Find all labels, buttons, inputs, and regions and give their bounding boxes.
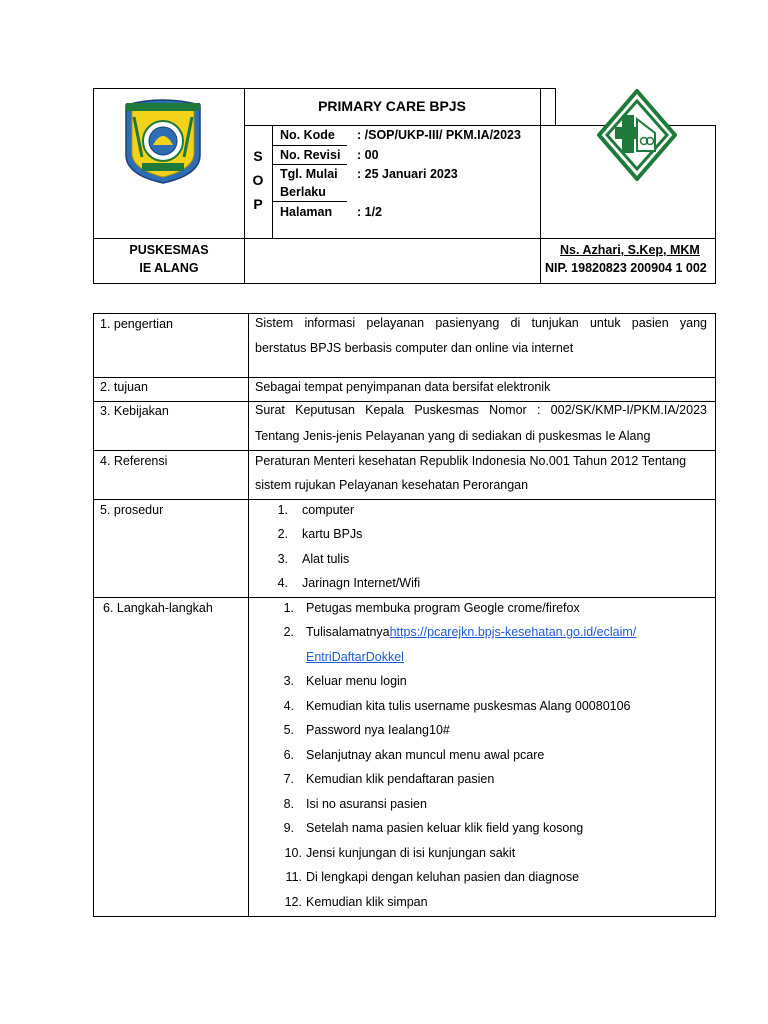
field-value-halaman: : 1/2 [357, 205, 383, 219]
sop-letter-o: O [252, 172, 264, 188]
label-referensi: 4. Referensi [100, 454, 168, 468]
org-name-line1: PUSKESMAS [129, 243, 209, 257]
list-item: computer [302, 503, 355, 517]
list-item: Password nya Iealang10# [306, 723, 450, 737]
pengertian-line2: berstatus BPJS berbasis computer dan online via internet [255, 341, 574, 355]
kebijakan-line1: Surat Keputusan Kepala Puskesmas Nomor : 002/SK/KMP-I/PKM.IA/2023 [255, 403, 707, 417]
list-item-number: 2. [277, 527, 288, 541]
label-langkah: 6. Langkah-langkah [103, 601, 213, 615]
list-item: Selanjutnay akan muncul menu awal pcare [306, 748, 545, 762]
list-item-number: 8. [283, 797, 294, 811]
signer-name: Ns. Azhari, S.Kep, MKM [560, 243, 700, 257]
list-item-number: 11. [285, 870, 302, 884]
list-item-text: Tulisalamatnya [306, 625, 390, 639]
list-item: Alat tulis [302, 552, 350, 566]
label-tujuan: 2. tujuan [100, 380, 148, 394]
list-item-number: 1. [277, 503, 288, 517]
field-label-tgl: Tgl. Mulai [280, 167, 338, 181]
list-item-number: 10. [284, 846, 302, 860]
kebijakan-line2: Tentang Jenis-jenis Pelayanan yang di sediakan di puskesmas Ie Alang [255, 429, 651, 443]
referensi-line2: sistem rujukan Pelayanan kesehatan Perorangan [255, 478, 529, 492]
list-item: Jensi kunjungan di isi kunjungan sakit [306, 846, 516, 860]
field-label-revisi: No. Revisi [280, 148, 341, 162]
label-kebijakan: 3. Kebijakan [100, 404, 169, 418]
list-item-number: 6. [283, 748, 294, 762]
list-item: Kemudian kita tulis username puskesmas Alang 00080106 [306, 699, 631, 713]
list-item: Jarinagn Internet/Wifi [302, 576, 421, 590]
document-title: PRIMARY CARE BPJS [318, 98, 466, 114]
sop-letter-p: P [253, 196, 263, 212]
list-item-number: 3. [277, 552, 288, 566]
list-item-number: 7. [283, 772, 294, 786]
tujuan-text: Sebagai tempat penyimpanan data bersifat elektronik [255, 380, 551, 394]
pcare-url-link[interactable]: https://pcarejkn.bpjs-kesehatan.go.id/eclaim/ [389, 625, 637, 639]
list-item: Petugas membuka program Geogle crome/firefox [306, 601, 580, 615]
list-item-number: 9. [283, 821, 294, 835]
pcare-url-link-cont[interactable]: EntriDaftarDokkel [306, 650, 404, 664]
list-item-number: 4. [277, 576, 288, 590]
list-item: Isi no asuransi pasien [306, 797, 427, 811]
sop-letter-s: S [253, 148, 263, 164]
field-value-revisi: : 00 [357, 148, 379, 162]
list-item: Di lengkapi dengan keluhan pasien dan diagnose [306, 870, 580, 884]
regency-emblem-icon [120, 97, 206, 185]
list-item: Kemudian klik pendaftaran pasien [306, 772, 495, 786]
list-item-number: 3. [283, 674, 294, 688]
field-value-kode: : /SOP/UKP-III/ PKM.IA/2023 [357, 128, 521, 142]
list-item-number: 2. [283, 625, 294, 639]
list-item-number: 4. [283, 699, 294, 713]
label-pengertian: 1. pengertian [100, 317, 173, 331]
field-label-berlaku: Berlaku [280, 185, 326, 199]
puskesmas-cross-icon [597, 89, 677, 181]
field-value-tgl: : 25 Januari 2023 [357, 167, 458, 181]
field-label-halaman: Halaman [280, 205, 333, 219]
list-item-number: 1. [283, 601, 294, 615]
list-item: Kemudian klik simpan [306, 895, 428, 909]
list-item [306, 624, 636, 640]
list-item-number: 12. [284, 895, 302, 909]
field-label-kode: No. Kode [280, 128, 335, 142]
list-item: Keluar menu login [306, 674, 407, 688]
list-item-number: 5. [283, 723, 294, 737]
org-name-line2: IE ALANG [139, 261, 199, 275]
pengertian-line1: Sistem informasi pelayanan pasienyang di tunjukan untuk pasien yang [255, 316, 707, 330]
list-item: kartu BPJs [302, 527, 363, 541]
referensi-line1: Peraturan Menteri kesehatan Republik Indonesia No.001 Tahun 2012 Tentang [255, 454, 687, 468]
signer-nip: NIP. 19820823 200904 1 002 [545, 261, 707, 275]
label-prosedur: 5. prosedur [100, 503, 164, 517]
list-item: Setelah nama pasien keluar klik field yang kosong [306, 821, 584, 835]
